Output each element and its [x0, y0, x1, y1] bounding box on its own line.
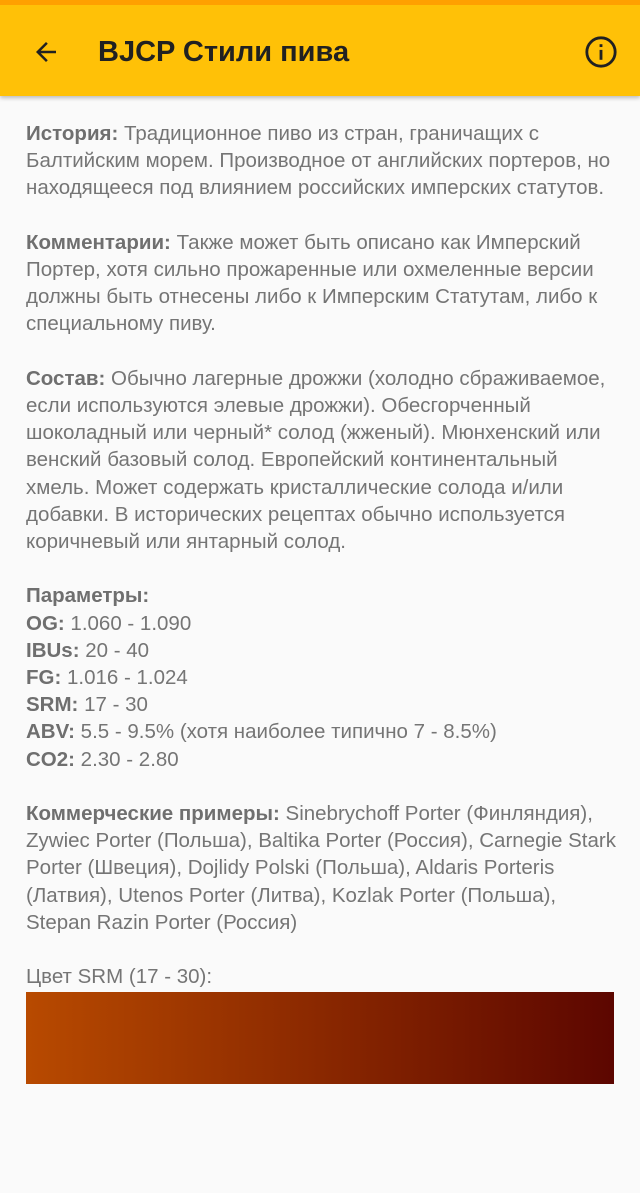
history-label: История: [26, 122, 119, 145]
param-label: FG: [26, 666, 62, 690]
srm-color-gradient [26, 992, 614, 1084]
param-label: OG: [26, 611, 65, 635]
param-ibus [26, 637, 618, 664]
ingredients-paragraph [26, 365, 618, 555]
app-bar [0, 0, 640, 96]
param-abv [26, 718, 618, 745]
examples-label: Коммерческие примеры: [26, 802, 280, 826]
examples-text: Sinebrychoff Porter (Финляндия), Zywiec Porter (Польша), Baltika Porter (Россия), Carnegie Stark Porter (Швеция), Dojlidy Polski (Польша), Aldaris Porteris (Латвия), Utenos Porter (Литва), Kozlak Porter (Польша), Stepan Razin Porter (Россия) [26, 802, 616, 934]
param-srm [26, 691, 618, 718]
param-value: 1.016 - 1.024 [61, 666, 188, 690]
info-button[interactable] [579, 30, 623, 74]
page-title: BJCP Стили пива [98, 36, 350, 68]
comments-text: Также может быть описано как Имперский Портер, хотя сильно прожаренные или охмеленные версии должны быть отнесены либо к Имперским Статутам, либо к специальному пиву. [26, 230, 598, 336]
comments-label: Комментарии: [26, 230, 171, 254]
status-strip [0, 0, 640, 5]
back-button[interactable] [24, 30, 68, 74]
info-circle-icon [584, 35, 618, 69]
history-text: Традиционное пиво из стран, граничащих с Балтийским морем. Производное от английских портеров, но находящееся под влиянием российских имперских статутов. [26, 122, 611, 200]
parameters-section [26, 582, 618, 772]
param-label: CO2: [26, 747, 75, 771]
parameters-title: Параметры: [26, 584, 150, 608]
param-value: 1.060 - 1.090 [64, 611, 192, 635]
param-value: 17 - 30 [78, 693, 148, 717]
param-label: IBUs: [26, 638, 80, 662]
ingredients-text: Обычно лагерные дрожжи (холодно сбраживаемое, если используются элевые дрожжи). Обесгорченный шоколадный или черный* солод (жженый). Мюнхенский или венский базовый солод. Европейский континентальный хмель. Может содержать кристаллические солода и/или добавки. В исторических рецептах обычно используется коричневый или янтарный солод. [26, 366, 606, 554]
comments-paragraph [26, 229, 618, 338]
param-co2 [26, 746, 618, 773]
param-fg [26, 664, 618, 691]
param-value: 5.5 - 9.5% (хотя наиболее типично 7 - 8.5%) [74, 720, 497, 744]
param-value: 2.30 - 2.80 [74, 747, 179, 771]
history-paragraph [26, 120, 618, 202]
examples-paragraph [26, 800, 618, 936]
arrow-back-icon [31, 37, 61, 67]
srm-color-label: Цвет SRM (17 - 30): [26, 965, 213, 989]
param-value: 20 - 40 [79, 638, 150, 662]
param-label: SRM: [26, 693, 79, 717]
style-details [26, 120, 618, 1084]
ingredients-label: Состав: [26, 366, 106, 390]
param-og [26, 610, 618, 637]
param-label: ABV: [26, 720, 75, 744]
